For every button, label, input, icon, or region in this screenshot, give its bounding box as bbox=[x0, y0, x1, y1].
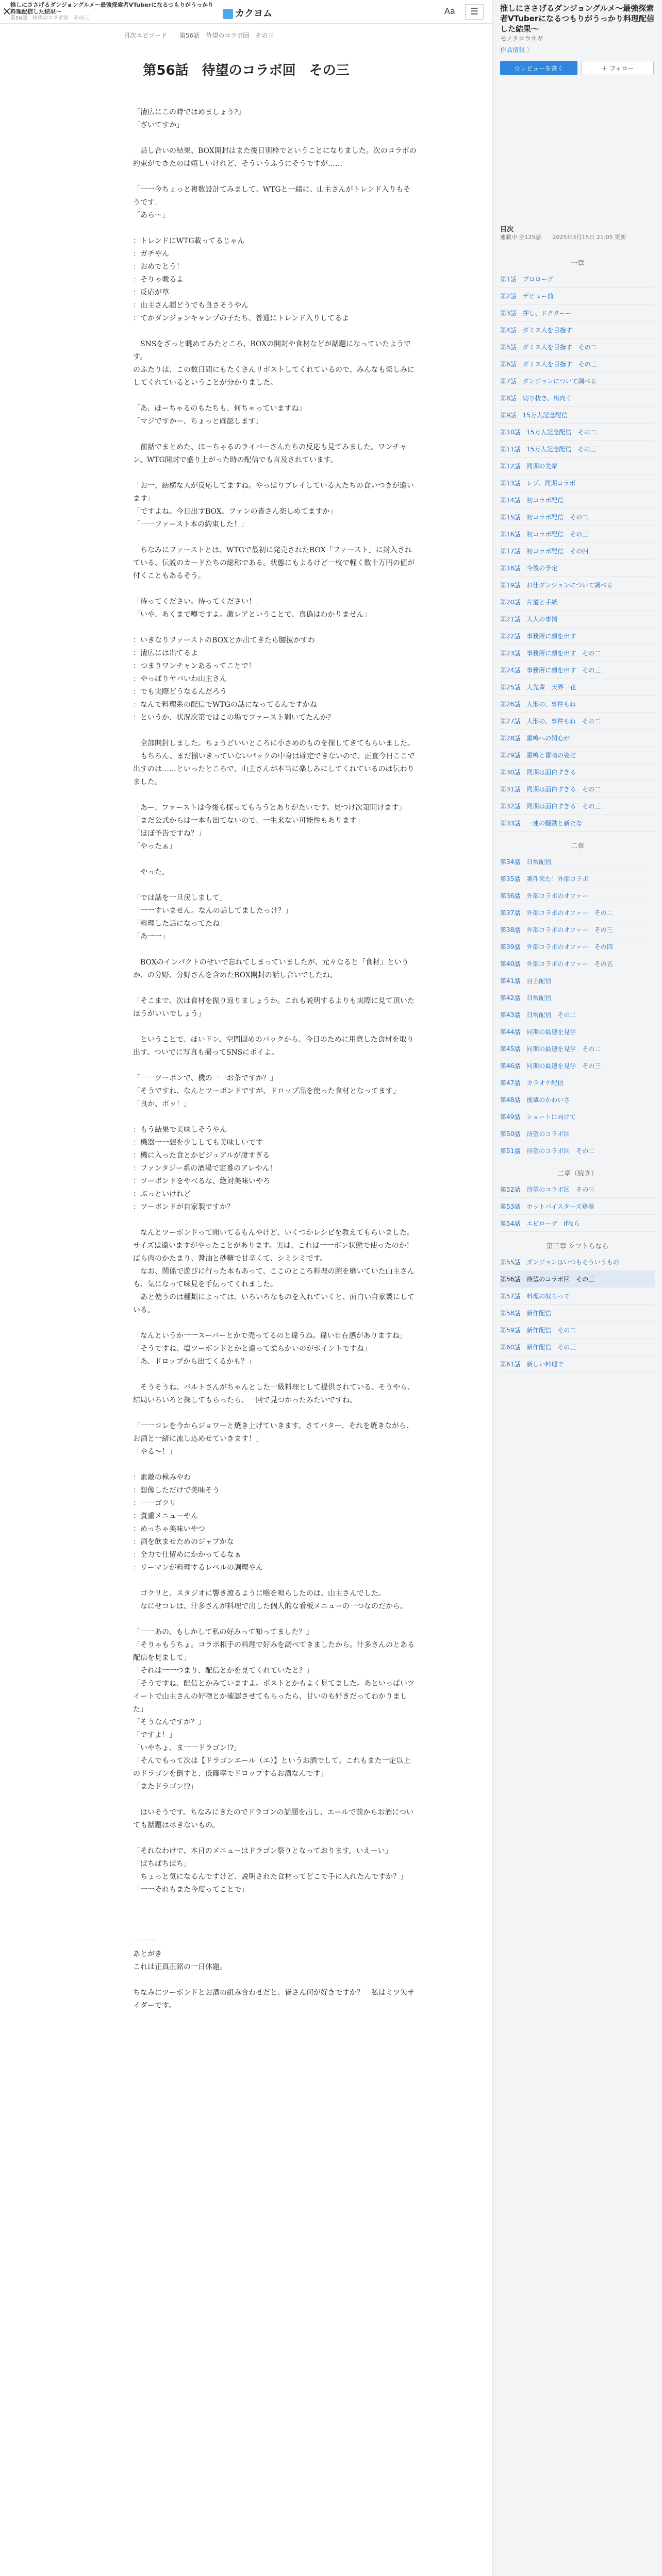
toc-episode-link[interactable]: 第36話 外部コラボのオファー bbox=[500, 888, 655, 904]
toc-episode-link[interactable]: 第60話 新作配信 その三 bbox=[500, 1339, 655, 1355]
sidebar-author[interactable]: モノクロウサギ bbox=[500, 35, 543, 42]
toc-episode-link[interactable]: 第35話 案件来た！外部コラボ bbox=[500, 871, 655, 887]
toc-episode-link[interactable]: 第7話 ダンジョンについて調べる bbox=[500, 373, 655, 389]
toc-episode-link[interactable]: 第40話 外部コラボのオファー その五 bbox=[500, 956, 655, 972]
breadcrumb-episode: 第56話 待望のコラボ回 その三 bbox=[179, 32, 274, 39]
toc-episode-link[interactable]: 第59話 新作配信 その二 bbox=[500, 1322, 655, 1338]
toc-episode-link[interactable]: 第3話 押し、ドクターー bbox=[500, 305, 655, 321]
toc-episode-link[interactable]: 第30話 同期は面白すぎる bbox=[500, 764, 655, 781]
toc-episode-link[interactable]: 第50話 待望のコラボ回 bbox=[500, 1126, 655, 1142]
toc-episode-link[interactable]: 第31話 同期は面白すぎる その二 bbox=[500, 781, 655, 798]
work-info-link[interactable]: 作品情報 〉 bbox=[500, 46, 533, 54]
menu-icon[interactable]: ☰ bbox=[465, 4, 484, 20]
font-settings-button[interactable]: Aa bbox=[444, 6, 455, 16]
toc-episode-link[interactable]: 第20話 片道と手紙 bbox=[500, 594, 655, 611]
toc-episode-link[interactable]: 第46話 同期の最速を見学 その三 bbox=[500, 1058, 655, 1074]
toc-episode-link[interactable]: 第12話 同期の先輩 bbox=[500, 458, 655, 474]
toc-episode-link[interactable]: 第44話 同期の最速を見学 bbox=[500, 1024, 655, 1040]
sidebar bbox=[492, 0, 662, 2576]
toc-episode-link[interactable]: 第29話 雷鳴と雷鳴の姿だ bbox=[500, 747, 655, 764]
toc-episode-link[interactable]: 第33話 一連の騒動と新たな bbox=[500, 815, 655, 832]
toc-episode-link[interactable]: 第21話 大人の事情 bbox=[500, 611, 655, 628]
toc-episode-link[interactable]: 第22話 事務所に顔を出す bbox=[500, 628, 655, 645]
toc-episode-link[interactable]: 第47話 カラオケ配信 bbox=[500, 1075, 655, 1091]
toc-episode-link[interactable]: 第1話 プロローグ bbox=[500, 271, 655, 287]
toc-episode-link[interactable]: 第13話 レゾ、同期コラボ bbox=[500, 475, 655, 492]
toc-episode-link[interactable]: 第37話 外部コラボのオファー その二 bbox=[500, 905, 655, 921]
episode-title: 第56話 待望のコラボ回 その三 bbox=[143, 63, 350, 78]
site-logo[interactable] bbox=[223, 6, 272, 20]
toc-episode-link[interactable]: 第11話 15万人記念配信 その三 bbox=[500, 441, 655, 457]
toc-episode-link[interactable]: 第43話 日常配信 その二 bbox=[500, 1007, 655, 1023]
toc-episode-link[interactable]: 第15話 初コラボ配信 その二 bbox=[500, 509, 655, 526]
toc-section-heading: 二章 bbox=[570, 842, 584, 850]
toc-episode-link[interactable]: 第56話 待望のコラボ回 その三 bbox=[500, 1271, 655, 1287]
toc-episode-link[interactable]: 第53話 ホットバイスターズ登場 bbox=[500, 1198, 655, 1215]
toc-episode-link[interactable]: 第34話 日常配信 bbox=[500, 854, 655, 870]
toc-episode-link[interactable]: 第17話 初コラボ配信 その四 bbox=[500, 543, 655, 560]
toc-episode-link[interactable]: 第54話 エピローグ ifなら bbox=[500, 1215, 655, 1232]
toc-episode-link[interactable]: 第52話 待望のコラボ回 その三 bbox=[500, 1181, 655, 1198]
toc-episode-link[interactable]: 第51話 待望のコラボ回 その二 bbox=[500, 1143, 655, 1159]
header-title-text: 推しにささげるダンジョングルメ～最強探索者VTuberになるつもりがうっかり料理配信した結果～ bbox=[10, 2, 214, 15]
close-icon[interactable]: × bbox=[2, 5, 12, 18]
episode-body: 「清広にこの時ではめましょう?」 「ざいてすか」 話し合いの結果、BOX開封はまた後日別枠でということになりました。次のコラボの約束ができたのは嬉しいけれど、そういうふうにそうですが…… 「一一今ちょっと複数設計てみまして、WTGと一緒に、山主さんがトレンド入りもそうです」 「あら～」 ：トレンドにWTG載ってるじゃん ：ガチやん ：おめでとう！ ：そりゃ載るよ ：反応が草 ：山主さん超どうでも良さそうやん ：てかダンジョンキャンプの子たち、普通にトレンド入りしてるよ SNSをざっと眺めてみたところ、BOXの開封や食材などが話題になっていたようです。 のふたりは、この数日間にもたくさんリポストしてくれているので、みんなも楽しみにしてくれているということが分かりました。 「あ、ほーちゃるのもたちも、何ちゃっていますね」 「マジですかー、ちょっと確認します」 前話でまとめた、ほーちゃるのライバーさんたちの反応も見てみました。ワンチャン、WTG開封で盛り上がった時の配信でも言及されています。 「お一、結構な人が反応してますね。やっぱりプレイしている人たちの食いつきが違います」 「ですよね。今日出すBOX、ファンの皆さん楽しめてますか」 「一一ファースト本の約束した！」 ちなみにファーストとは、WTGで最初に発売されたBOX「ファースト」に封入されている、伝説のカードたちの総称である。状態にもよるけど一枚で軽く数十万円の値が付くこともあるそう。 「待ってください。待ってください！」 「いや、あくまで噂ですよ。激レアということで、真偽はわかりません」 ：いきなりファーストのBOXとか出てきたら腰抜かすわ ：清広には出てるよ ：つまりワンチャンあるってことで！ ：やっぱりヤバいわ山主さん ：でも実際どうなるんだろう ：なんで料理系の配信でWTGの話になってるんですかね ：というか、状況次第ではこの場でファースト剝いてたんか？ 全部開封しました。ちょうどいいところに小さめのものを探してきてもらいました。 もちろん、まだ揃いきっていないパックの中身は確定できないので、正直今日ここで出すのは……といったところで、山主さんが本当に楽しみにしてくれているのは伝わりました。 「あー、ファーストは今後も探ってもらうとありがたいです。見つけ次第開けます」 「まだ公式からは一本も出てないので、一生来ない可能性もあります」 「ほぼ予告ですね？」 「やったぁ」 やった。 「では話を一旦戻しまして」 「一一すいません。なんの話してましたっけ？」 「料理した話になってたね」 「あ一一」 BOXのインパクトのせいで忘れてしまっていましたが、元々なると「食材」というか、の分野、分野さんを含めたBOX開封の話し合いでしたね。 「そこまで、次は食材を振り返りましょうか。これも説明するよりも実際に見て頂いたほうがいいでしょう」 ということで、ほいドン、空間固めのバックから、今日のために用意した食材を取り出す。ついでに写真も撮ってSNSにポイよ。 「一一ツーボンで、機の一一お茶ですか？」 「そうですね、なんとツーボンドですが、ドロップ品を使った食材となってます」 「良か、ボッ！」 ：もう結果で美味しそうやん ：機器一一想を少ししても美味しいです ：機に入った食とかビジュアルが凄すぎる ：ファンタジー系の酒場で定番のアレやん！ ：ツーボンドをやべるな、絶対美味いやろ ：ぶっといけれど ：ツーボンドが自家製ですか？ なんとツーボンドって聞いてるもんやけど、いくつかレシピを教えてもらいました。サイズは違いますがやったことがあります。実は、これは一一ボン状態で使ったのか！ばら肉のかたまり、醤油と砂糖で甘辛くて、シミシミです。 なお、関係で遊びに行った本もあって、ここのところ料理の腕を磨いていた山主さんも、気になって味見を手伝ってくれました。 あと使うのは種類によっては、いろいろなものを入れていくと、面白い自家製にしている。 「なんというか一一スーパーとかで売ってるのと違うね。違い自在感がありますね」 「そうですね、塩ツーボンドとかと違って柔らかいのがポイントですね」 「あ、ドロップから出てくるかも？」 そうそうね、バルトさんがちゃんとした一級料理として提供されている。そうやら、結局いろいろと探してもらったら、一回で見つかったみたいですね。 「一一コレを今からジョワーと焼き上げていきます。さてバター、それを焼きながら、お酒と一緒に流し込めせていきます！」 「やる～！」 ：素敵の極みやわ ：想像しただけで美味そう ：一一ゴクリ ：貴重メニューやん ：めっちゃ美味いやつ ：酒を飲ませためのジャブかな ：全力で仕留めにかかってるなぁ ：リーマンが料理するレベルの調理やん ゴクリと、スタジオに響き渡るように喉を鳴らしたのは、山主さんでした。 なにせコレは、汁多さんが料理で出した個人的な看板メニューの一つなのだから。 「一一あの、もしかして私の好みって知ってました？」 「そりゃもうちょ。コラボ相手の料理で好みを調べてきましたから。汁多さんのとある配信を見まして」 「それは一一つまり、配信とかを見てくれていたと？」 「そうですね、配信とかみていますよ。ポストとかもよく見てました。あといっぱいツイートで山主さんの好物とか確認させてもらったら、甘いのも好きだってわかりました」 「そうなんですか？」 「ですよ！」 「いやちょ、ま一一ドラゴン!?」 「そんでもって次は【ドラゴンエール（エ）】というお酒でして。これもまた一定以上のドラゴンを倒すと、低確率でドロップするお酒なんです」 「またドラゴン!?」 はいそうです。ちなみにきたのでドラゴンの話題を出し、エールで前からお酒についても話題は尽きないもの。 「それなわけで、本日のメニューはドラゴン祭りとなっております。いえーい」 「ぱちぱちぱち」 「ちょっと気になるんですけど、説明された食材ってどこで手に入れたんですか？」 「一一それもまた今度ってことで」 一一一 あとがき これは正真正銘の一日休題。 ちなみにツーボンドとお酒の組み合わせだと、皆さん何が好きですか？ 私はミツ矢サイダーです。 bbox=[133, 108, 417, 2010]
toc-episode-link[interactable]: 第27話 人形の、事件もね その二 bbox=[500, 713, 655, 730]
main-reader bbox=[0, 24, 492, 2576]
header-work-title[interactable] bbox=[10, 2, 217, 22]
toc-episode-link[interactable]: 第39話 外部コラボのオファー その四 bbox=[500, 939, 655, 955]
toc-episode-link[interactable]: 第32話 同期は面白すぎる その三 bbox=[500, 798, 655, 815]
review-button[interactable]: ☆レビューを書く bbox=[500, 61, 577, 75]
toc-episode-link[interactable]: 第5話 ダミス人を目指す その二 bbox=[500, 339, 655, 355]
toc-episode-link[interactable]: 第61話 新しい料理で bbox=[500, 1356, 655, 1372]
toc-episode-link[interactable]: 第4話 ダミス人を目指す bbox=[500, 322, 655, 338]
toc-episode-link[interactable]: 第49話 ショートに向けて bbox=[500, 1109, 655, 1125]
toc-label: 目次 bbox=[500, 226, 514, 233]
toc-episode-link[interactable]: 第18話 今後の予定 bbox=[500, 560, 655, 577]
toc-episode-link[interactable]: 第45話 同期の最速を見学 その二 bbox=[500, 1041, 655, 1057]
breadcrumb-toc[interactable]: 目次エピソード bbox=[124, 32, 168, 39]
toc-episode-link[interactable]: 第24話 事務所に顔を出す その三 bbox=[500, 662, 655, 679]
toc-section-heading: 一章 bbox=[570, 260, 584, 267]
toc-episode-link[interactable]: 第48話 後輩のかわいさ bbox=[500, 1092, 655, 1108]
toc-episode-link[interactable]: 第55話 ダンジョンはいつもそういうもの bbox=[500, 1254, 655, 1270]
toc-episode-link[interactable]: 第8話 切り抜き、出向く bbox=[500, 390, 655, 406]
toc-episode-link[interactable]: 第10話 15万人記念配信 その二 bbox=[500, 424, 655, 440]
logo-icon bbox=[223, 9, 233, 19]
toc-episode-link[interactable]: 第19話 お仕ダンジョンについて調べる bbox=[500, 577, 655, 594]
toc-episode-link[interactable]: 第6話 ダミス人を目指す その三 bbox=[500, 356, 655, 372]
toc-section-heading: 第三章 シフトらなら bbox=[546, 1243, 609, 1250]
toc-episode-link[interactable]: 第58話 新作配信 bbox=[500, 1305, 655, 1321]
breadcrumb bbox=[119, 31, 279, 40]
toc-episode-link[interactable]: 第16話 初コラボ配信 その三 bbox=[500, 526, 655, 543]
toc-episode-link[interactable]: 第41話 自主配信 bbox=[500, 973, 655, 989]
update-info: 連載中 全125話 2025年3月15日 21:05 更新 bbox=[500, 234, 626, 241]
toc-episode-link[interactable]: 第14話 初コラボ配信 bbox=[500, 492, 655, 509]
follow-button[interactable]: ＋ フォロー bbox=[582, 61, 654, 75]
toc-episode-link[interactable]: 第2話 デビュー前 bbox=[500, 288, 655, 304]
toc-episode-link[interactable]: 第9話 15万人記念配信 bbox=[500, 407, 655, 423]
sidebar-work-title[interactable]: 推しにささげるダンジョングルメ～最強探索者VTuberになるつもりがうっかり料理配信した結果～ bbox=[500, 4, 655, 33]
toc-episode-link[interactable]: 第38話 外部コラボのオファー その三 bbox=[500, 922, 655, 938]
toc-episode-link[interactable]: 第42話 日常配信 bbox=[500, 990, 655, 1006]
toc-episode-link[interactable]: 第23話 事務所に顔を出す その二 bbox=[500, 645, 655, 662]
toc-episode-link[interactable]: 第25話 大先輩 天界一花 bbox=[500, 679, 655, 696]
toc-episode-link[interactable]: 第57話 料理の奴らって bbox=[500, 1288, 655, 1304]
logo-text: カクヨム bbox=[235, 8, 272, 19]
toc-episode-link[interactable]: 第28話 雷鳴への関心が bbox=[500, 730, 655, 747]
toc-section-heading: 二章（続き） bbox=[557, 1170, 598, 1178]
toc-episode-link[interactable]: 第26話 人形の、事件もね bbox=[500, 696, 655, 713]
header-episode-text: 第56話 待望のコラボ回 その三 bbox=[10, 15, 89, 21]
